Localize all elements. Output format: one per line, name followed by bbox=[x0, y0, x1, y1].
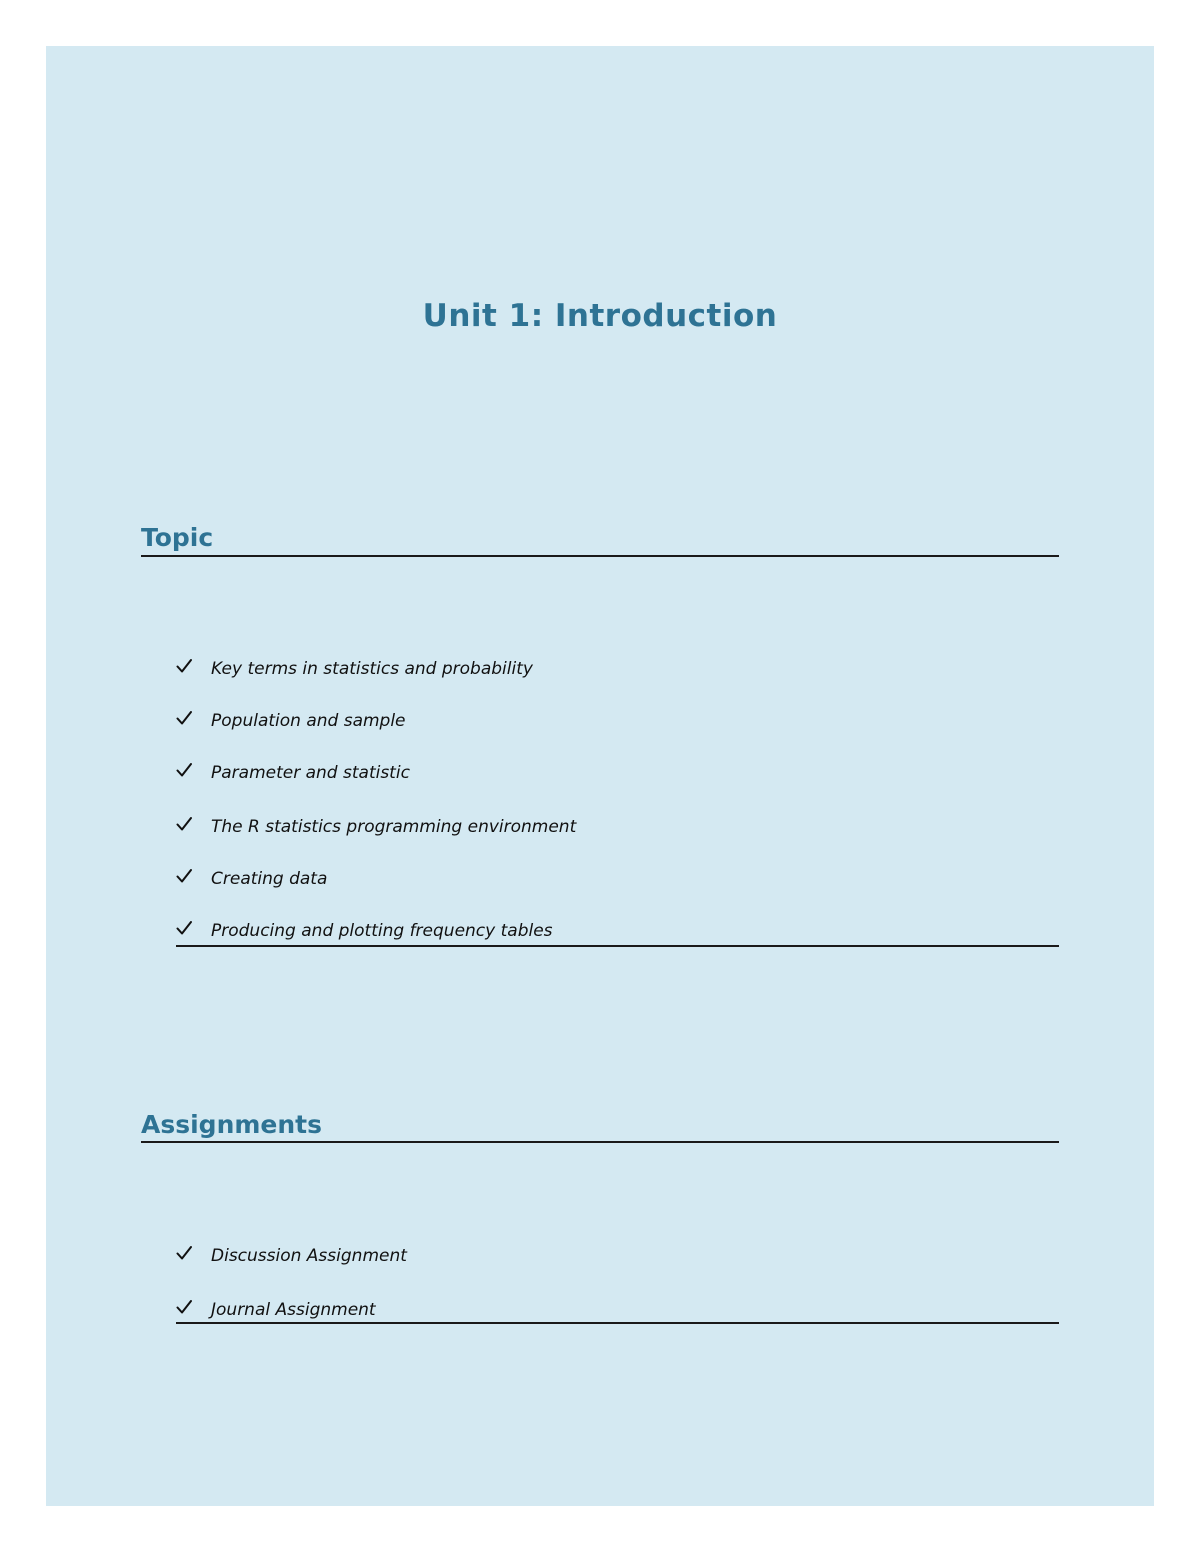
list-item-label: Population and sample bbox=[211, 711, 406, 731]
checkmark-icon bbox=[176, 920, 192, 936]
assignments-list-rule bbox=[176, 1322, 1059, 1324]
checkmark-icon bbox=[176, 710, 192, 726]
checkmark-icon bbox=[176, 658, 192, 674]
checkmark-icon bbox=[176, 1299, 192, 1315]
section-heading-topic: Topic bbox=[141, 523, 214, 552]
checkmark-icon bbox=[176, 762, 192, 778]
list-item-label: The R statistics programming environment bbox=[211, 817, 577, 837]
list-item-label: Discussion Assignment bbox=[211, 1246, 407, 1266]
list-item-label: Parameter and statistic bbox=[211, 763, 410, 783]
list-item bbox=[176, 1244, 407, 1268]
list-item bbox=[176, 1298, 376, 1322]
list-item bbox=[176, 867, 327, 891]
list-item-label: Journal Assignment bbox=[211, 1300, 376, 1320]
list-item-label: Key terms in statistics and probability bbox=[211, 659, 533, 679]
section-heading-assignments: Assignments bbox=[141, 1110, 323, 1139]
list-item bbox=[176, 657, 533, 681]
list-item-label: Creating data bbox=[211, 869, 328, 889]
checkmark-icon bbox=[176, 816, 192, 832]
checkmark-icon bbox=[176, 1245, 192, 1261]
page-title: Unit 1: Introduction bbox=[422, 298, 778, 334]
list-item bbox=[176, 815, 576, 839]
list-item-label: Producing and plotting frequency tables bbox=[211, 921, 553, 941]
topic-list-rule bbox=[176, 945, 1059, 947]
topic-heading-rule bbox=[141, 555, 1059, 557]
list-item bbox=[176, 919, 553, 943]
list-item bbox=[176, 761, 410, 785]
assignments-heading-rule bbox=[141, 1141, 1059, 1143]
list-item bbox=[176, 709, 406, 733]
checkmark-icon bbox=[176, 868, 192, 884]
